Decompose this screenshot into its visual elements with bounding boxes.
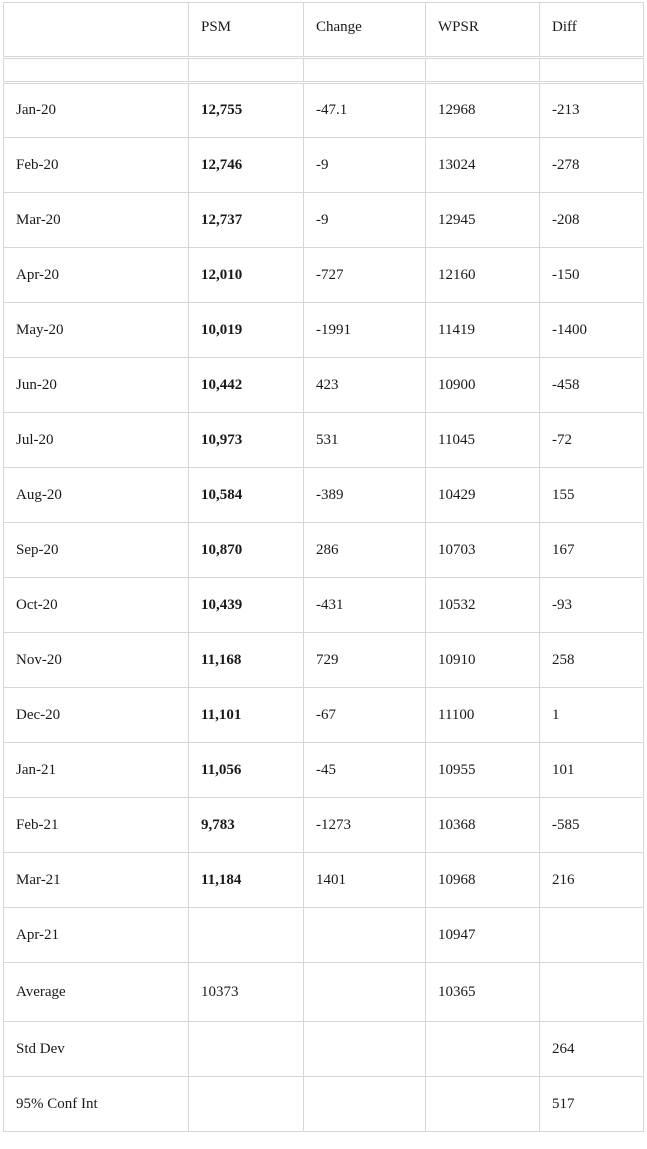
wpsr-cell: 10429 (426, 468, 540, 523)
change-cell: -47.1 (304, 83, 426, 138)
wpsr-cell: 10703 (426, 523, 540, 578)
header-cell-psm: PSM (189, 3, 304, 58)
table-row (4, 358, 644, 413)
diff-cell: 167 (540, 523, 644, 578)
table-row (4, 688, 644, 743)
month-cell: Mar-20 (4, 193, 189, 248)
std-dev-row (4, 1022, 644, 1077)
change-cell: 531 (304, 413, 426, 468)
change-cell: 729 (304, 633, 426, 688)
psm-cell: 10373 (189, 963, 304, 1022)
table-row (4, 633, 644, 688)
spacer-cell (4, 58, 189, 83)
change-cell: 286 (304, 523, 426, 578)
wpsr-cell: 10368 (426, 798, 540, 853)
wpsr-cell: 11100 (426, 688, 540, 743)
wpsr-cell: 11045 (426, 413, 540, 468)
psm-cell (189, 908, 304, 963)
table-row (4, 83, 644, 138)
row-label: 95% Conf Int (4, 1077, 189, 1132)
row-label: Std Dev (4, 1022, 189, 1077)
diff-cell (540, 908, 644, 963)
table-row (4, 138, 644, 193)
diff-cell: -213 (540, 83, 644, 138)
psm-cell: 11,101 (189, 688, 304, 743)
diff-cell: -458 (540, 358, 644, 413)
change-cell: -1991 (304, 303, 426, 358)
change-cell: -9 (304, 138, 426, 193)
wpsr-cell: 10910 (426, 633, 540, 688)
month-cell: Mar-21 (4, 853, 189, 908)
wpsr-cell: 10955 (426, 743, 540, 798)
diff-cell: -208 (540, 193, 644, 248)
table-row (4, 908, 644, 963)
wpsr-cell: 10947 (426, 908, 540, 963)
month-cell: Feb-20 (4, 138, 189, 193)
change-cell: -1273 (304, 798, 426, 853)
change-cell: -431 (304, 578, 426, 633)
wpsr-cell: 12945 (426, 193, 540, 248)
diff-cell: -72 (540, 413, 644, 468)
table-row (4, 798, 644, 853)
month-cell: Apr-21 (4, 908, 189, 963)
diff-cell: 1 (540, 688, 644, 743)
table-row (4, 413, 644, 468)
change-cell (304, 1022, 426, 1077)
psm-cell: 12,010 (189, 248, 304, 303)
wpsr-cell: 12160 (426, 248, 540, 303)
psm-cell: 10,442 (189, 358, 304, 413)
conf-int-row (4, 1077, 644, 1132)
spacer-cell (540, 58, 644, 83)
table-row (4, 248, 644, 303)
table-row (4, 468, 644, 523)
psm-cell: 9,783 (189, 798, 304, 853)
month-cell: Apr-20 (4, 248, 189, 303)
table-row (4, 853, 644, 908)
month-cell: Feb-21 (4, 798, 189, 853)
month-cell: May-20 (4, 303, 189, 358)
change-cell: 1401 (304, 853, 426, 908)
psm-cell: 12,737 (189, 193, 304, 248)
psm-cell (189, 1077, 304, 1132)
diff-cell: 517 (540, 1077, 644, 1132)
psm-cell: 10,870 (189, 523, 304, 578)
change-cell: 423 (304, 358, 426, 413)
wpsr-cell: 12968 (426, 83, 540, 138)
wpsr-cell (426, 1022, 540, 1077)
header-cell-diff: Diff (540, 3, 644, 58)
wpsr-cell: 10968 (426, 853, 540, 908)
wpsr-cell: 10900 (426, 358, 540, 413)
wpsr-cell: 10532 (426, 578, 540, 633)
change-cell: -727 (304, 248, 426, 303)
diff-cell: -1400 (540, 303, 644, 358)
spacer-cell (304, 58, 426, 83)
change-cell (304, 908, 426, 963)
wpsr-cell: 13024 (426, 138, 540, 193)
month-cell: Jan-20 (4, 83, 189, 138)
month-cell: Oct-20 (4, 578, 189, 633)
diff-cell: -278 (540, 138, 644, 193)
header-cell-change: Change (304, 3, 426, 58)
row-label: Average (4, 963, 189, 1022)
psm-cell: 10,019 (189, 303, 304, 358)
change-cell: -67 (304, 688, 426, 743)
month-cell: Jan-21 (4, 743, 189, 798)
change-cell (304, 1077, 426, 1132)
psm-cell: 12,746 (189, 138, 304, 193)
spacer-cell (426, 58, 540, 83)
psm-cell: 11,184 (189, 853, 304, 908)
month-cell: Sep-20 (4, 523, 189, 578)
psm-cell: 10,973 (189, 413, 304, 468)
psm-cell: 11,168 (189, 633, 304, 688)
diff-cell: 101 (540, 743, 644, 798)
header-row (4, 3, 644, 58)
month-cell: Jun-20 (4, 358, 189, 413)
diff-cell (540, 963, 644, 1022)
header-cell-wpsr: WPSR (426, 3, 540, 58)
average-row (4, 963, 644, 1022)
diff-cell: -585 (540, 798, 644, 853)
table-row (4, 303, 644, 358)
spacer-cell (189, 58, 304, 83)
change-cell: -45 (304, 743, 426, 798)
psm-cell (189, 1022, 304, 1077)
change-cell: -9 (304, 193, 426, 248)
psm-cell: 10,584 (189, 468, 304, 523)
psm-cell: 11,056 (189, 743, 304, 798)
table-row (4, 578, 644, 633)
diff-cell: 155 (540, 468, 644, 523)
change-cell: -389 (304, 468, 426, 523)
month-cell: Nov-20 (4, 633, 189, 688)
diff-cell: 216 (540, 853, 644, 908)
diff-cell: -93 (540, 578, 644, 633)
table-row (4, 743, 644, 798)
diff-cell: -150 (540, 248, 644, 303)
spacer-row (4, 58, 644, 83)
header-cell-blank (4, 3, 189, 58)
month-cell: Dec-20 (4, 688, 189, 743)
wpsr-cell: 11419 (426, 303, 540, 358)
psm-cell: 10,439 (189, 578, 304, 633)
psm-cell: 12,755 (189, 83, 304, 138)
diff-cell: 264 (540, 1022, 644, 1077)
diff-cell: 258 (540, 633, 644, 688)
change-cell (304, 963, 426, 1022)
month-cell: Jul-20 (4, 413, 189, 468)
table-row (4, 523, 644, 578)
wpsr-cell: 10365 (426, 963, 540, 1022)
data-table (3, 2, 644, 1132)
month-cell: Aug-20 (4, 468, 189, 523)
wpsr-cell (426, 1077, 540, 1132)
table-row (4, 193, 644, 248)
